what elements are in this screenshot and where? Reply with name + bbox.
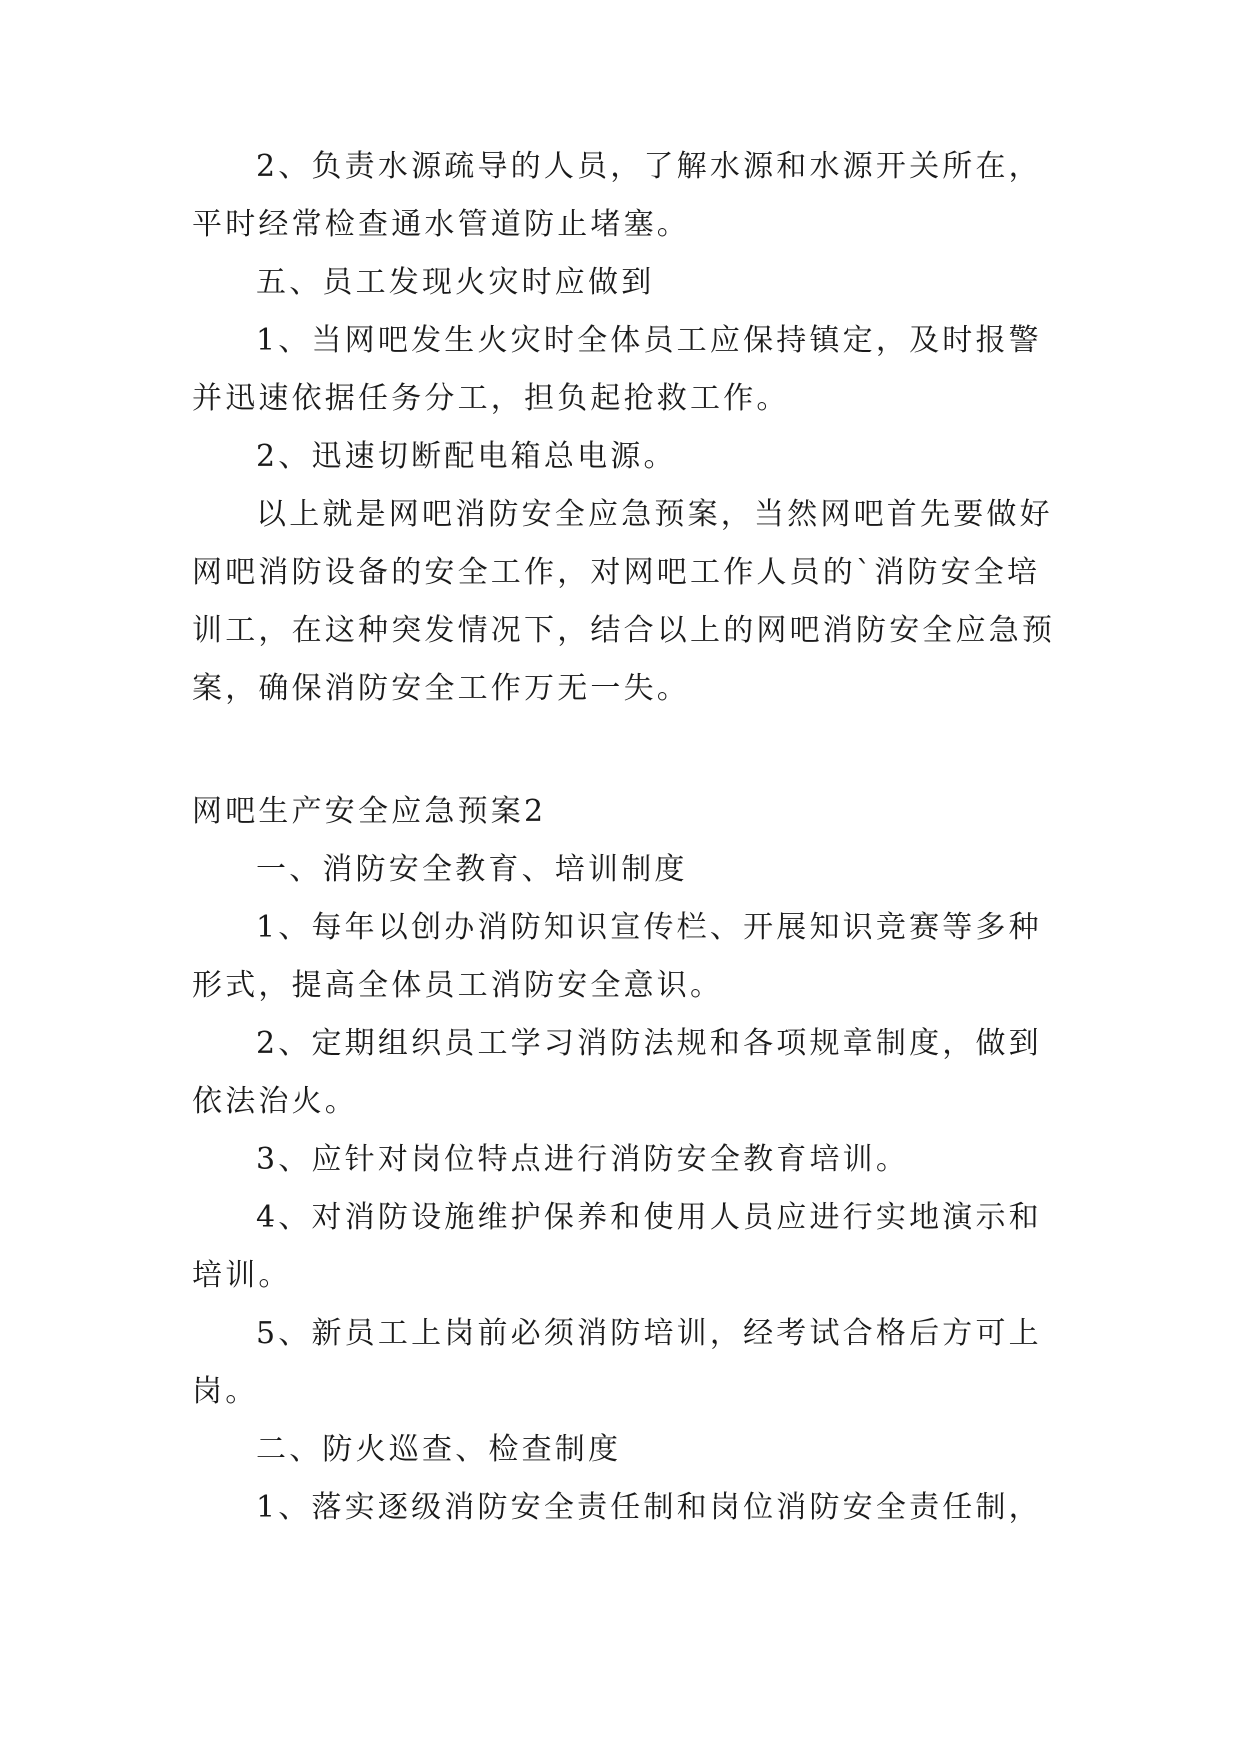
text-line: 2、负责水源疏导的人员，了解水源和水源开关所在， xyxy=(256,149,1042,184)
text-line: 1、当网吧发生火灾时全体员工应保持镇定，及时报警 xyxy=(256,323,1042,358)
text-line: 岗。 xyxy=(192,1374,259,1409)
text-line: 并迅速依据任务分工，担负起抢救工作。 xyxy=(192,381,790,416)
text-line: 形式，提高全体员工消防安全意识。 xyxy=(192,968,724,1003)
paragraph-training-item-5 xyxy=(192,1305,1052,1421)
section-title: 网吧生产安全应急预案2 xyxy=(192,794,547,829)
paragraph-training-item-2 xyxy=(192,1015,1052,1131)
paragraph-patrol-item-1 xyxy=(192,1479,1052,1537)
paragraph-training-heading xyxy=(192,841,1052,899)
text-line: 平时经常检查通水管道防止堵塞。 xyxy=(192,207,690,242)
text-line: 案，确保消防安全工作万无一失。 xyxy=(192,671,690,706)
paragraph-water-source-duty xyxy=(192,138,1052,254)
text-line: 五、员工发现火灾时应做到 xyxy=(256,265,655,300)
paragraph-summary xyxy=(192,486,1056,718)
text-line: 以上就是网吧消防安全应急预案，当然网吧首先要做好 xyxy=(256,497,1053,532)
paragraph-fire-response xyxy=(192,312,1052,428)
text-line: 4、对消防设施维护保养和使用人员应进行实地演示和 xyxy=(256,1200,1042,1235)
text-line: 1、每年以创办消防知识宣传栏、开展知识竞赛等多种 xyxy=(256,910,1042,945)
text-line: 训工，在这种突发情况下，结合以上的网吧消防安全应急预 xyxy=(192,613,1056,648)
text-line: 5、新员工上岗前必须消防培训，经考试合格后方可上 xyxy=(256,1316,1042,1351)
text-line: 1、落实逐级消防安全责任制和岗位消防安全责任制， xyxy=(256,1490,1042,1525)
text-line: 二、防火巡查、检查制度 xyxy=(256,1432,622,1467)
text-line: 2、迅速切断配电箱总电源。 xyxy=(256,439,677,474)
text-line: 网吧消防设备的安全工作，对网吧工作人员的`消防安全培 xyxy=(192,555,1041,590)
text-line: 3、应针对岗位特点进行消防安全教育培训。 xyxy=(256,1142,910,1177)
paragraph-patrol-heading xyxy=(192,1421,1052,1479)
paragraph-training-item-1 xyxy=(192,899,1052,1015)
text-line: 2、定期组织员工学习消防法规和各项规章制度，做到 xyxy=(256,1026,1042,1061)
paragraph-cut-power xyxy=(192,428,1052,486)
text-line: 一、消防安全教育、培训制度 xyxy=(256,852,688,887)
text-line: 依法治火。 xyxy=(192,1084,358,1119)
paragraph-training-item-4 xyxy=(192,1189,1052,1305)
paragraph-employee-fire-heading xyxy=(192,254,1052,312)
paragraph-training-item-3 xyxy=(192,1131,1052,1189)
text-line: 培训。 xyxy=(192,1258,292,1293)
